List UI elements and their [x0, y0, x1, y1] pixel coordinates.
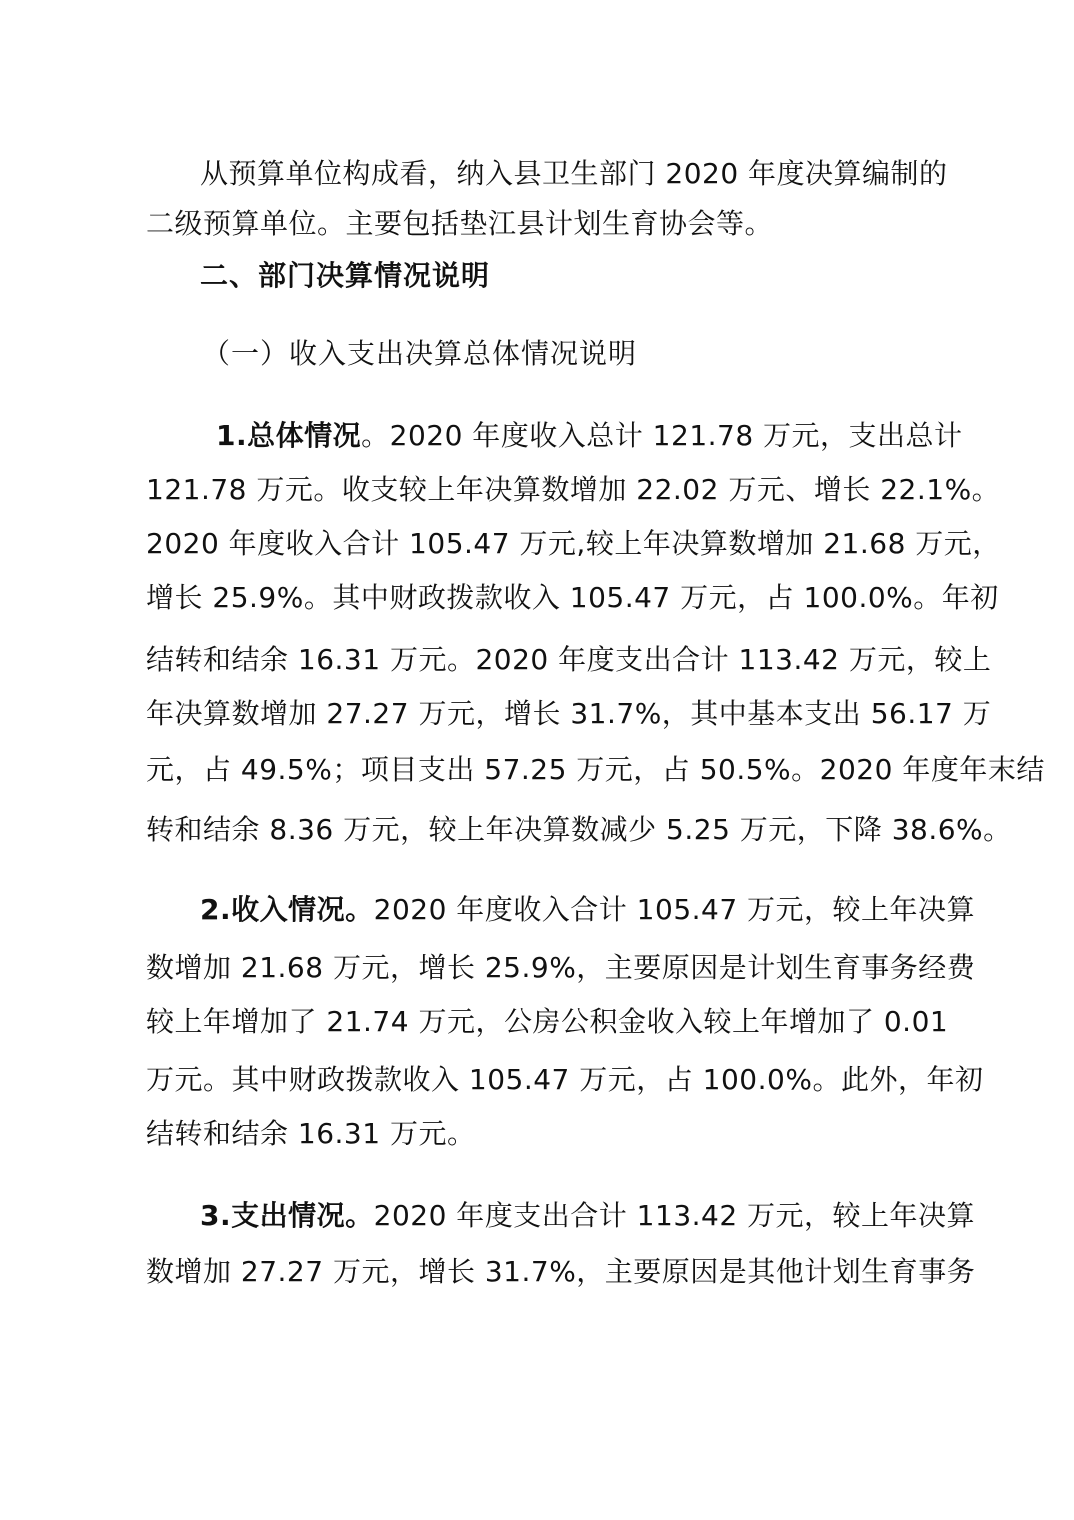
para-income-label: 2.收入情况。 — [200, 893, 374, 926]
para-income-first-rest: 2020 年度收入合计 105.47 万元，较上年决算 — [373, 893, 976, 926]
para-overall-first-rest: 。2020 年度收入总计 121.78 万元，支出总计 — [361, 419, 963, 452]
para-overall-line-1 — [216, 418, 963, 454]
para-overall-line-5: 结转和结余 16.31 万元。2020 年度支出合计 113.42 万元，较上 — [146, 643, 992, 676]
para-income-line-1 — [200, 892, 976, 928]
para-overall-line-4: 增长 25.9%。其中财政拨款收入 105.47 万元，占 100.0%。年初 — [146, 581, 999, 614]
para-overall-line-6: 年决算数增加 27.27 万元，增长 31.7%，其中基本支出 56.17 万 — [146, 697, 992, 730]
para-intro-line-1: 从预算单位构成看，纳入县卫生部门 2020 年度决算编制的 — [200, 157, 948, 190]
para-overall-label: 1.总体情况 — [216, 419, 362, 452]
para-overall-line-8: 转和结余 8.36 万元，较上年决算数减少 5.25 万元，下降 38.6%。 — [146, 813, 1012, 846]
para-intro-line-2: 二级预算单位。主要包括垫江县计划生育协会等。 — [146, 207, 774, 240]
para-income-line-2: 数增加 21.68 万元，增长 25.9%，主要原因是计划生育事务经费 — [146, 951, 976, 984]
para-overall-line-3: 2020 年度收入合计 105.47 万元,较上年决算数增加 21.68 万元， — [146, 527, 1001, 560]
para-overall-line-2: 121.78 万元。收支较上年决算数增加 22.02 万元、增长 22.1%。 — [146, 473, 1001, 506]
para-overall-line-7: 元，占 49.5%；项目支出 57.25 万元，占 50.5%。2020 年度年末结 — [146, 753, 1045, 786]
para-expense-line-2: 数增加 27.27 万元，增长 31.7%，主要原因是其他计划生育事务 — [146, 1255, 976, 1288]
para-income-line-4: 万元。其中财政拨款收入 105.47 万元，占 100.0%。此外，年初 — [146, 1063, 984, 1096]
para-expense-label: 3.支出情况。 — [200, 1199, 374, 1232]
para-expense-line-1 — [200, 1198, 976, 1234]
para-expense-first-rest: 2020 年度支出合计 113.42 万元，较上年决算 — [373, 1199, 976, 1232]
subsection-heading: （一）收入支出决算总体情况说明 — [202, 337, 638, 370]
para-income-line-3: 较上年增加了 21.74 万元，公房公积金收入较上年增加了 0.01 — [146, 1005, 949, 1038]
para-income-line-5: 结转和结余 16.31 万元。 — [146, 1117, 476, 1150]
section-heading: 二、部门决算情况说明 — [200, 259, 491, 292]
